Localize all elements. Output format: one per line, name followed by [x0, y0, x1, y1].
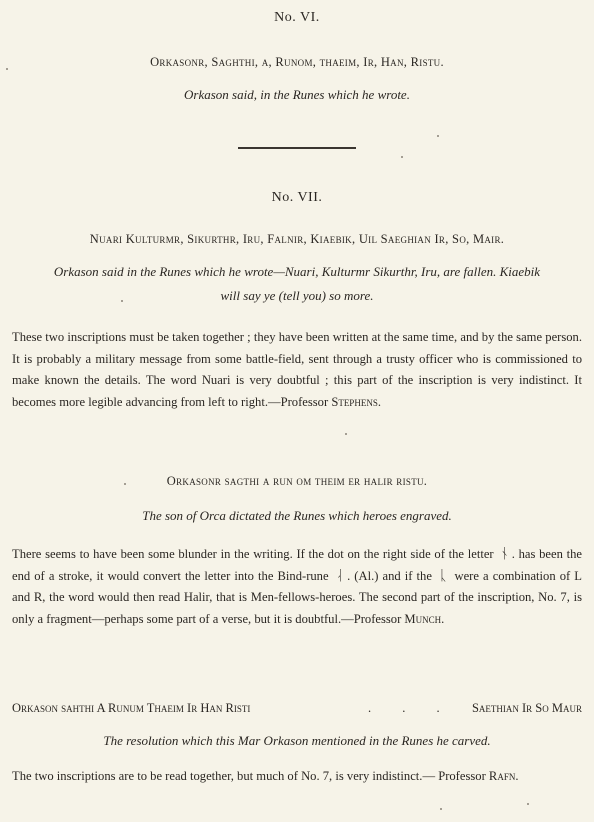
paper-speck — [121, 300, 123, 302]
rune-glyph-n: ᚾ — [500, 546, 509, 562]
translation-vii-line1: Orkason said in the Runes which he wrote—Nuari, Kulturmr Sikurthr, Iru, are fallen. Kiaebik — [53, 264, 541, 279]
rune-glyph-bindrune: ᛆ — [335, 567, 345, 584]
commentary-munch-text-2: . has been the end of a stroke, it would convert the letter into the Bind-rune — [12, 547, 583, 583]
commentary-rafn — [12, 766, 582, 788]
runic-transcription-vi: Orkasonr, Saghthi, a, Runom, thaeim, Ir, Han, Ristu. — [150, 55, 444, 69]
commentary-stephens-text: These two inscriptions must be taken together ; they have been written at the same time, and by the same person. It is probably a military message from some battle-field, sent through a trusty officer who is commissioned to make known the details. The word Nuari is very doubtful ; this part of the inscription is very indistinct. It becomes more legible advancing from left to right.—Professor — [12, 330, 582, 409]
commentary-stephens — [12, 327, 582, 413]
author-stephens: Stephens. — [331, 394, 381, 409]
commentary-munch-text-4: were a combination of L and R, the word would then read Halir, that is Men-fellows-heroes. The second part of the inscription, No. 7, is only a fragment—perhaps some part of a verse, but it is doubtful.—Professor — [12, 568, 582, 626]
commentary-munch-text-3: . (Al.) and if the — [347, 568, 432, 583]
section-number-vii: No. VII. — [271, 190, 323, 205]
author-munch: Munch. — [404, 611, 445, 626]
paper-speck — [527, 803, 529, 805]
paper-speck — [124, 483, 126, 485]
paper-speck — [345, 433, 347, 435]
section-number-vi: No. VI. — [274, 10, 320, 25]
commentary-rafn-text: The two inscriptions are to be read together, but much of No. 7, is very indistinct.— Professor — [12, 769, 489, 783]
paper-speck — [437, 135, 439, 137]
runic-transcription-vii: Nuari Kulturmr, Sikurthr, Iru, Falnir, Kiaebik, Uil Saeghian Ir, So, Mair. — [89, 232, 505, 246]
runic-reading-rafn-left: Orkason sahthi A Runum Thaeim Ir Han Risti — [12, 701, 251, 715]
paper-speck — [440, 808, 442, 810]
section-divider — [238, 147, 356, 149]
ellipsis-gap: . . . — [368, 701, 454, 715]
author-rafn: Rafn. — [488, 769, 519, 783]
commentary-munch-text-1: There seems to have been some blunder in the writing. If the dot on the right side of the letter — [12, 547, 494, 561]
runic-reading-munch: Orkasonr sagthi a run om theim er halir ristu. — [166, 474, 428, 488]
runic-reading-rafn-right: Saethian Ir So Maur — [471, 701, 582, 715]
translation-munch: The son of Orca dictated the Runes which heroes engraved. — [142, 508, 452, 523]
paper-speck — [401, 156, 403, 158]
commentary-munch — [12, 544, 582, 630]
translation-rafn: The resolution which this Mar Orkason mentioned in the Runes he carved. — [103, 733, 491, 748]
rune-glyph-k: ᚳ — [439, 567, 448, 584]
translation-vii-line2: will say ye (tell you) so more. — [220, 288, 374, 303]
translation-vi: Orkason said, in the Runes which he wrote. — [184, 87, 410, 102]
paper-speck — [6, 68, 8, 70]
